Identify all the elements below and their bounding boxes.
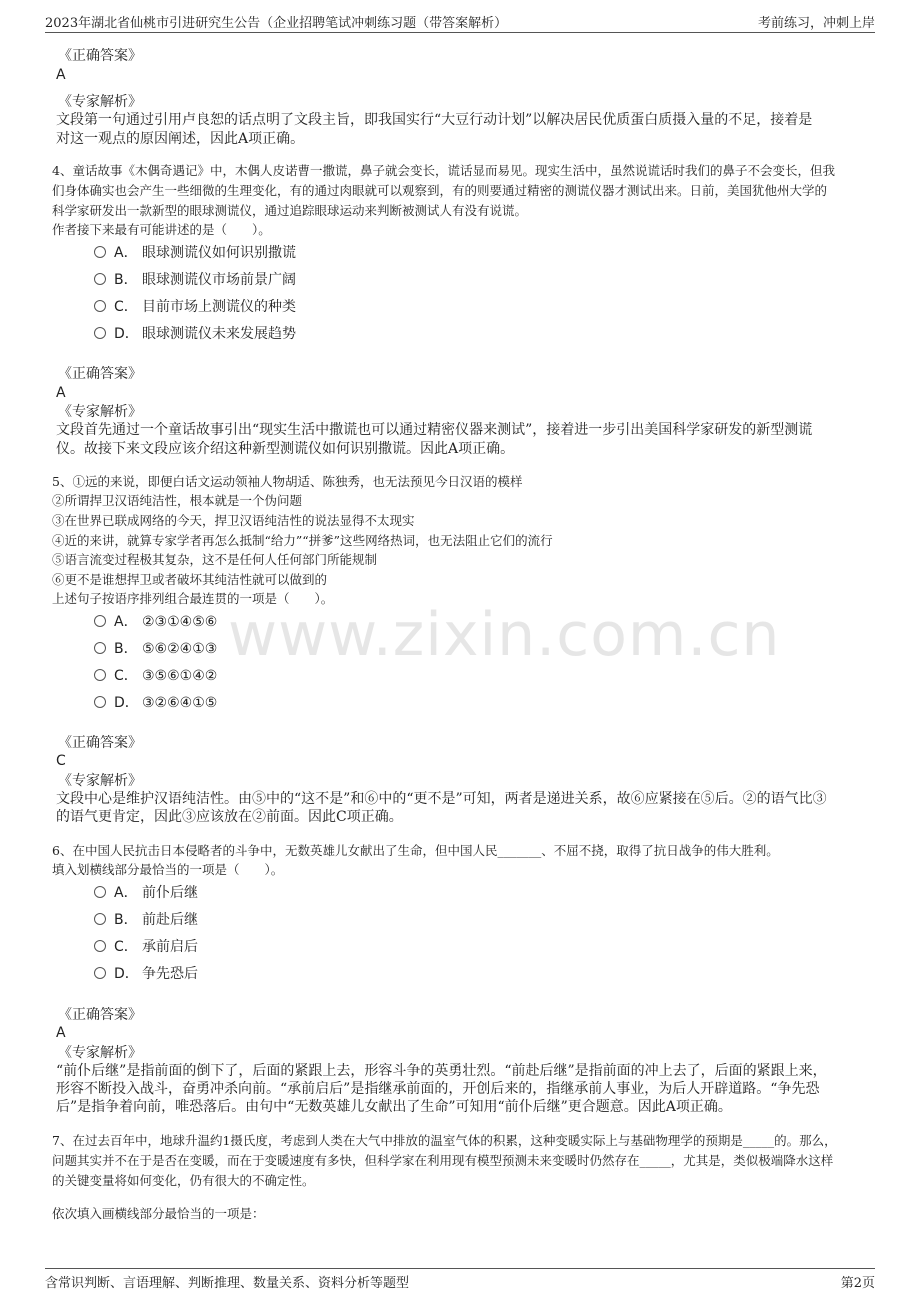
option-a[interactable]: A． ②③①④⑤⑥ [94,611,217,633]
radio-icon[interactable] [94,642,106,654]
radio-icon[interactable] [94,300,106,312]
footer-note: 含常识判断、言语理解、判断推理、数量关系、资料分析等题型 [45,1276,410,1291]
sentence-item: ③在世界已联成网络的今天，捍卫汉语纯洁性的说法显得不太现实 [52,513,415,528]
analysis-label: 《专家解析》 [58,404,142,420]
answer-value: A [56,385,66,401]
analysis-line: 仪。故接下来文段应该介绍这种新型测谎仪如何识别撒谎。因此A项正确。 [56,441,515,457]
document-title: 2023年湖北省仙桃市引进研究生公告（企业招聘笔试冲刺练习题（带答案解析） [45,16,508,31]
analysis-line: 对这一观点的原因阐述，因此A项正确。 [56,131,305,147]
answer-value: C [56,753,66,769]
question-prompt: 填入划横线部分最恰当的一项是（ ）。 [52,862,284,877]
option-a[interactable]: A． 前仆后继 [94,882,198,904]
analysis-line: “前仆后继”是指前面的倒下了，后面的紧跟上去，形容斗争的英勇壮烈。“前赴后继”是指前面的冲上去了，后面的紧跟上来， [56,1063,827,1079]
analysis-line: 形容不断投入战斗，奋勇冲杀向前。“承前启后”是指继承前面的，开创后来的，指继承前人事业，为后人开辟道路。“争先恐 [56,1081,820,1097]
option-c[interactable]: C． ③⑤⑥①④② [94,665,217,687]
option-d[interactable]: D． ③②⑥④①⑤ [94,692,217,714]
analysis-line: 文段第一句通过引用卢良恕的话点明了文段主旨，即我国实行“大豆行动计划”以解决居民优质蛋白质摄入量的不足，接着是 [56,112,813,128]
answer-label: 《正确答案》 [58,366,142,382]
option-b[interactable]: B． ⑤⑥②④①③ [94,638,217,660]
page-number: 第2页 [840,1276,875,1291]
option-d[interactable]: D． 眼球测谎仪未来发展趋势 [94,323,296,345]
radio-icon[interactable] [94,886,106,898]
page-footer [45,1268,875,1291]
question-prompt: 作者接下来最有可能讲述的是（ ）。 [52,222,271,237]
question-stem: 7、在过去百年中，地球升温约1摄氏度，考虑到人类在大气中排放的温室气体的积累，这种变暖实际上与基础物理学的预期是_____的。那么， [52,1133,837,1148]
answer-value: A [56,67,66,83]
analysis-line: 的语气更肯定，因此③应该放在②前面。因此C项正确。 [56,809,403,825]
option-c[interactable]: C． 目前市场上测谎仪的种类 [94,296,296,318]
analysis-label: 《专家解析》 [58,773,142,789]
question-prompt: 上述句子按语序排列组合最连贯的一项是（ ）。 [52,591,334,606]
radio-icon[interactable] [94,696,106,708]
question-stem: 4、童话故事《木偶奇遇记》中，木偶人皮诺曹一撒谎，鼻子就会变长，谎话显而易见。现实生活中，虽然说谎话时我们的鼻子不会变长，但我 [52,163,835,178]
question-stem: 们身体确实也会产生一些细微的生理变化，有的通过肉眼就可以观察到，有的则要通过精密的测谎仪器才测试出来。日前，美国犹他州大学的 [52,183,828,198]
question-stem: 6、在中国人民抗击日本侵略者的斗争中，无数英雄儿女献出了生命，但中国人民_______、不屈不挠，取得了抗日战争的伟大胜利。 [52,843,779,858]
watermark: www.zixin.com.cn [228,600,781,670]
option-b[interactable]: B． 眼球测谎仪市场前景广阔 [94,269,296,291]
answer-label: 《正确答案》 [58,48,142,64]
answer-label: 《正确答案》 [58,735,142,751]
sentence-item: ⑥更不是谁想捍卫或者破坏其纯洁性就可以做到的 [52,572,328,587]
sentence-item: ④近的来讲，就算专家学者再怎么抵制“给力”“拼爹”这些网络热词，也无法阻止它们的流行 [52,533,553,548]
header-slogan: 考前练习，冲刺上岸 [757,16,875,31]
question-stem: 5、①远的来说，即便白话文运动领袖人物胡适、陈独秀，也无法预见今日汉语的模样 [52,474,523,489]
question-stem: 的关键变量将如何变化，仍有很大的不确定性。 [52,1173,315,1188]
analysis-line: 文段中心是维护汉语纯洁性。由⑤中的“这不是”和⑥中的“更不是”可知，两者是递进关系，故⑥应紧接在⑤后。②的语气比③ [56,791,827,807]
option-a[interactable]: A． 眼球测谎仪如何识别撒谎 [94,242,296,264]
analysis-label: 《专家解析》 [58,1045,142,1061]
answer-label: 《正确答案》 [58,1007,142,1023]
radio-icon[interactable] [94,327,106,339]
answer-value: A [56,1025,66,1041]
sentence-item: ⑤语言流变过程极其复杂，这不是任何人任何部门所能规制 [52,552,378,567]
option-d[interactable]: D． 争先恐后 [94,963,198,985]
radio-icon[interactable] [94,669,106,681]
radio-icon[interactable] [94,913,106,925]
page-header [45,10,875,33]
analysis-label: 《专家解析》 [58,94,142,110]
sentence-item: ②所谓捍卫汉语纯洁性，根本就是一个伪问题 [52,493,303,508]
question-stem: 科学家研发出一款新型的眼球测谎仪，通过追踪眼球运动来判断被测试人有没有说谎。 [52,203,528,218]
radio-icon[interactable] [94,967,106,979]
option-c[interactable]: C． 承前启后 [94,936,198,958]
radio-icon[interactable] [94,615,106,627]
radio-icon[interactable] [94,940,106,952]
question-prompt: 依次填入画横线部分最恰当的一项是： [52,1206,265,1221]
radio-icon[interactable] [94,273,106,285]
analysis-line: 文段首先通过一个童话故事引出“现实生活中撒谎也可以通过精密仪器来测试”，接着进一步引出美国科学家研发的新型测谎 [56,422,813,438]
question-stem: 问题其实并不在于是否在变暖，而在于变暖速度有多快，但科学家在利用现有模型预测未来变暖时仍然存在_____，尤其是，类似极端降水这样 [52,1153,834,1168]
analysis-line: 后”是指争着向前，唯恐落后。由句中“无数英雄儿女献出了生命”可知用“前仆后继”更合题意。因此A项正确。 [56,1099,732,1115]
option-b[interactable]: B． 前赴后继 [94,909,198,931]
radio-icon[interactable] [94,246,106,258]
